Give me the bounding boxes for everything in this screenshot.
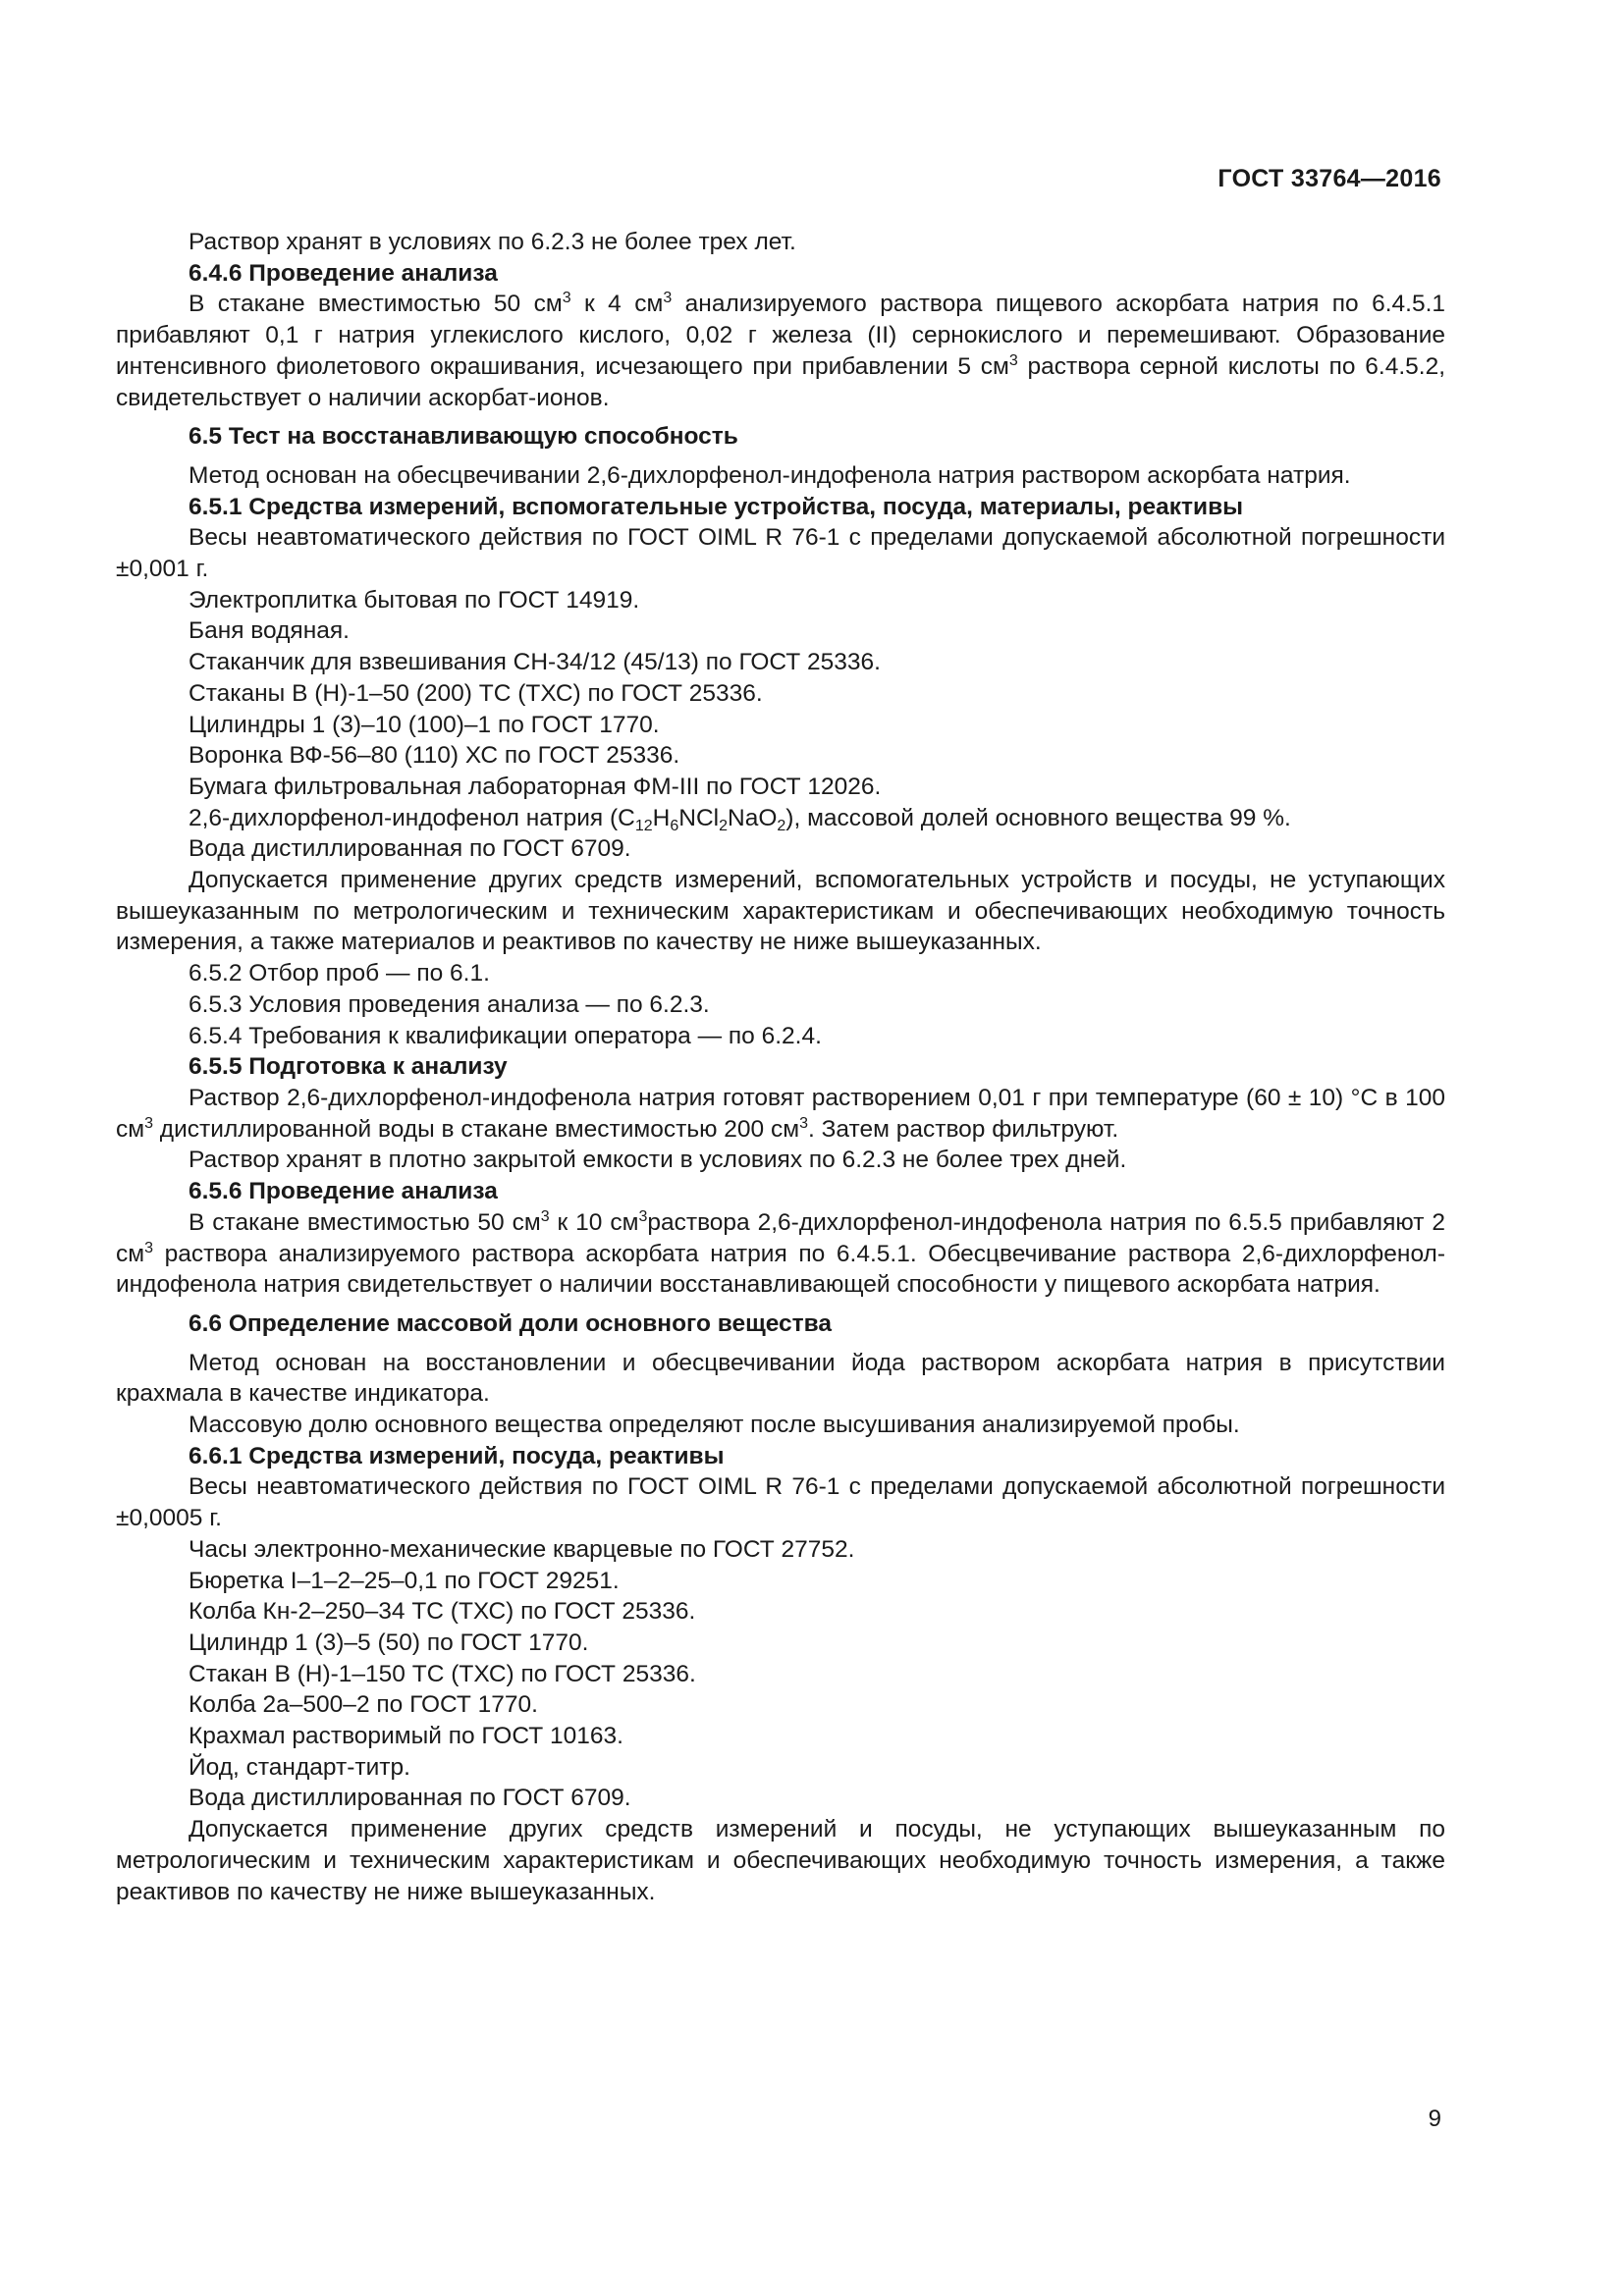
- section-heading: 6.6.1 Средства измерений, посуда, реактивы: [189, 1442, 725, 1469]
- paragraph: 6.5.3 Условия проведения анализа — по 6.2.3.: [189, 990, 710, 1018]
- section-heading: 6.4.6 Проведение анализа: [189, 259, 498, 287]
- section-heading: 6.5 Тест на восстанавливающую способность: [189, 423, 738, 451]
- paragraph: Часы электронно-механические кварцевые по ГОСТ 27752.: [189, 1535, 855, 1563]
- paragraph: Допускается применение других средств измерений, вспомогательных устройств и посуды, не уступающих вышеуказанным по метрологическим и техническим характеристикам и обеспечивающих необходимую точность измерения, а также материалов и реактивов по качеству не ниже вышеуказанных.: [116, 867, 1445, 956]
- paragraph: 6.5.2 Отбор проб — по 6.1.: [189, 960, 490, 988]
- section-heading: 6.5.5 Подготовка к анализу: [189, 1053, 508, 1081]
- paragraph: 2,6-дихлорфенол-индофенол натрия $(C_{12}H_6NCl_2NaO_2)$, массовой долей основного вещества 99 %.: [189, 804, 1291, 834]
- paragraph: Стаканы В (Н)-1–50 (200) ТС (ТХС) по ГОСТ 25336.: [189, 679, 763, 707]
- paragraph: Стакан В (Н)-1–150 ТС (ТХС) по ГОСТ 25336.: [189, 1660, 696, 1687]
- paragraph: Метод основан на восстановлении и обесцвечивании йода раствором аскорбата натрия в присутствии крахмала в качестве индикатора.: [116, 1349, 1445, 1408]
- section-heading: 6.5.1 Средства измерений, вспомогательные устройства, посуда, материалы, реактивы: [189, 493, 1244, 520]
- paragraph: Допускается применение других средств измерений и посуды, не уступающих вышеуказанным по метрологическим и техническим характеристикам и обеспечивающих необходимую точность измерения, а также реактивов по качеству не ниже вышеуказанных.: [116, 1816, 1445, 1905]
- section-heading: 6.5.6 Проведение анализа: [189, 1178, 498, 1205]
- paragraph: Массовую долю основного вещества определяют после высушивания анализируемой пробы.: [189, 1412, 1240, 1439]
- paragraph: Вода дистиллированная по ГОСТ 6709.: [189, 1785, 631, 1812]
- paragraph: Весы неавтоматического действия по ГОСТ OIML R 76-1 с пределами допускаемой абсолютной погрешности ±0,0005 г.: [116, 1473, 1445, 1532]
- paragraph: Колба 2а–500–2 по ГОСТ 1770.: [189, 1691, 538, 1719]
- paragraph: Весы неавтоматического действия по ГОСТ OIML R 76-1 с пределами допускаемой абсолютной погрешности ±0,001 г.: [116, 524, 1445, 583]
- document-header: ГОСТ 33764—2016: [1217, 165, 1441, 192]
- paragraph: Раствор 2,6-дихлорфенол-индофенола натрия готовят растворением 0,01 г при температуре (60 ± 10) °С в 100 $см^3$ дистиллированной воды в стакане вместимостью 200 $см^3$. Затем раствор фильтруют.: [116, 1084, 1445, 1143]
- paragraph: Раствор хранят в условиях по 6.2.3 не более трех лет.: [189, 229, 796, 255]
- paragraph: Воронка ВФ-56–80 (110) ХС по ГОСТ 25336.: [189, 742, 680, 770]
- document-body: [116, 227, 1445, 1907]
- paragraph: В стакане вместимостью 50 $см^3$ к 4 $см^3$ анализируемого раствора пищевого аскорбата натрия по 6.4.5.1 прибавляют 0,1 г натрия углекислого кислого, 0,02 г железа (II) сернокислого и перемешивают. Образование интенсивного фиолетового окрашивания, исчезающего при прибавлении 5 $см^3$ раствора серной кислоты по 6.4.5.2, свидетельствует о наличии аскорбат-ионов.: [116, 290, 1446, 411]
- paragraph: Цилиндры 1 (3)–10 (100)–1 по ГОСТ 1770.: [189, 711, 660, 738]
- page-number: 9: [1428, 2106, 1441, 2132]
- paragraph: Йод, стандарт-титр.: [189, 1753, 410, 1781]
- paragraph: Стаканчик для взвешивания СН-34/12 (45/13) по ГОСТ 25336.: [189, 649, 881, 676]
- section-heading: 6.6 Определение массовой доли основного вещества: [189, 1309, 833, 1337]
- paragraph: Раствор хранят в плотно закрытой емкости в условиях по 6.2.3 не более трех дней.: [189, 1147, 1127, 1174]
- paragraph: 6.5.4 Требования к квалификации оператора — по 6.2.4.: [189, 1022, 822, 1049]
- paragraph: Баня водяная.: [189, 617, 350, 645]
- paragraph: Цилиндр 1 (3)–5 (50) по ГОСТ 1770.: [189, 1629, 589, 1656]
- paragraph: В стакане вместимостью 50 $см^3$ к 10 $см^3раствора$ 2,6-дихлорфенол-индофенола натрия по 6.5.5 прибавляют 2 $см^3$ раствора анализируемого раствора аскорбата натрия по 6.4.5.1. Обесцвечивание раствора 2,6-дихлорфенол-индофенола натрия свидетельствует о наличии восстанавливающей способности у пищевого аскорбата натрия.: [116, 1207, 1445, 1299]
- paragraph: Метод основан на обесцвечивании 2,6-дихлорфенол-индофенола натрия раствором аскорбата натрия.: [189, 461, 1351, 489]
- paragraph: Вода дистиллированная по ГОСТ 6709.: [189, 835, 631, 863]
- paragraph: Колба Кн-2–250–34 ТС (ТХС) по ГОСТ 25336.: [189, 1598, 696, 1626]
- paragraph: Крахмал растворимый по ГОСТ 10163.: [189, 1723, 623, 1750]
- paragraph: Электроплитка бытовая по ГОСТ 14919.: [189, 586, 640, 614]
- paragraph: Бюретка I–1–2–25–0,1 по ГОСТ 29251.: [189, 1567, 620, 1594]
- paragraph: Бумага фильтровальная лабораторная ФМ-III по ГОСТ 12026.: [189, 773, 882, 800]
